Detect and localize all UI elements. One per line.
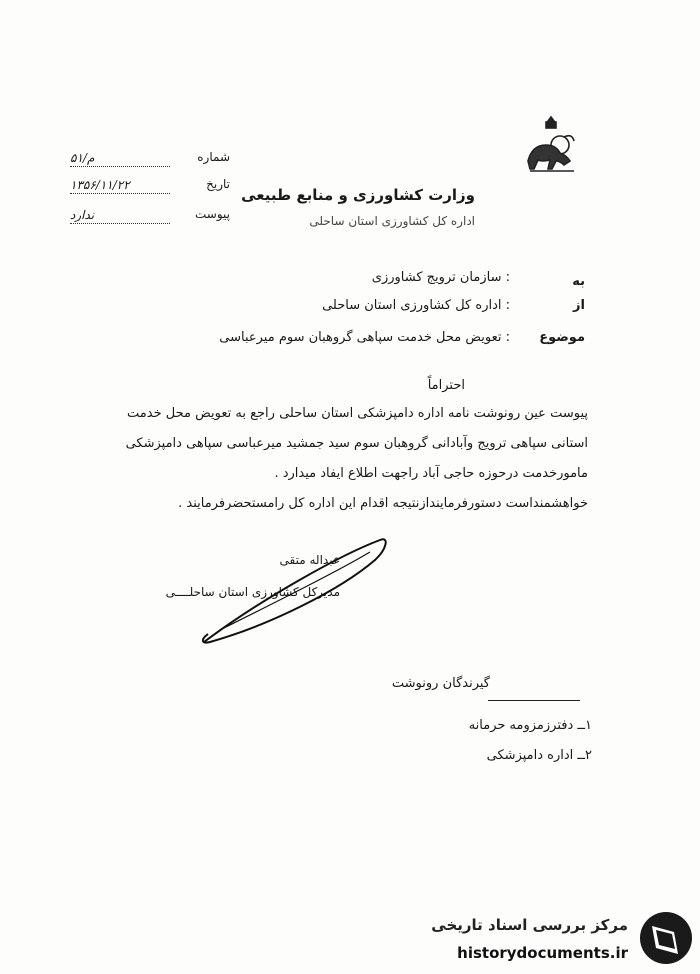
meta-number-value: ۵۱/م [70, 150, 170, 167]
archive-logo-icon [638, 910, 694, 966]
body-line-3: مامورخدمت درحوزه حاجی آباد راجهت اطلاع ایفاد میدارد . [274, 466, 588, 481]
from-value: : اداره کل کشاورزی استان ساحلی [322, 298, 510, 313]
watermark [418, 904, 698, 972]
lion-and-sun-emblem-icon [520, 115, 580, 177]
signer-title: مدیرکل کشاورزی استان ساحلــــی [165, 585, 340, 599]
signer-name: عبداله متقی [279, 553, 340, 567]
handwritten-signature-icon [190, 530, 395, 650]
meta-attachment-label: پیوست [195, 207, 230, 221]
subject-value: : تعویض محل خدمت سپاهی گروهبان سوم میرعباسی [219, 330, 510, 345]
meta-number-label: شماره [197, 150, 230, 164]
recipients-heading: گیرندگان رونوشت [391, 676, 490, 691]
salutation: احتراماً [427, 378, 465, 393]
from-label: از [573, 298, 585, 313]
body-line-4: خواهشمنداست دستورفرمایندازنتیجه اقدام این اداره کل رامستحضرفرمایند . [178, 496, 588, 511]
ministry-title: وزارت کشاورزی و منابع طبیعی [241, 186, 475, 204]
subject-label: موضوع [539, 330, 585, 345]
meta-date-row [70, 177, 230, 197]
department-title: اداره کل کشاورزی استان ساحلی [309, 214, 475, 228]
meta-date-label: تاریخ [206, 177, 230, 191]
watermark-url: historydocuments.ir [457, 944, 628, 962]
meta-attachment-value: ندارد [70, 207, 170, 224]
body-line-2: استانی سپاهی ترویج وآبادانی گروهبان سوم سید جمشید میرعباسی سپاهی دامپزشکی [125, 436, 588, 451]
to-label: به [572, 274, 585, 289]
watermark-title: مرکز بررسی اسناد تاریخی [431, 916, 628, 934]
recipients-underline [488, 700, 580, 701]
recipient-item-1: ۱ــ دفترزمزومه حرمانه [468, 718, 592, 733]
to-value: : سازمان ترویج کشاورزی [371, 270, 510, 285]
recipient-item-2: ۲ــ اداره دامپزشکی [486, 748, 592, 763]
meta-number-row [70, 150, 230, 170]
meta-attachment-row [70, 207, 230, 227]
body-line-1: پیوست عین رونوشت نامه اداره دامپزشکی استان ساحلی راجع به تعویض محل خدمت [127, 406, 588, 421]
meta-date-value: ۱۳۵۶/۱۱/۲۲ [70, 177, 170, 194]
